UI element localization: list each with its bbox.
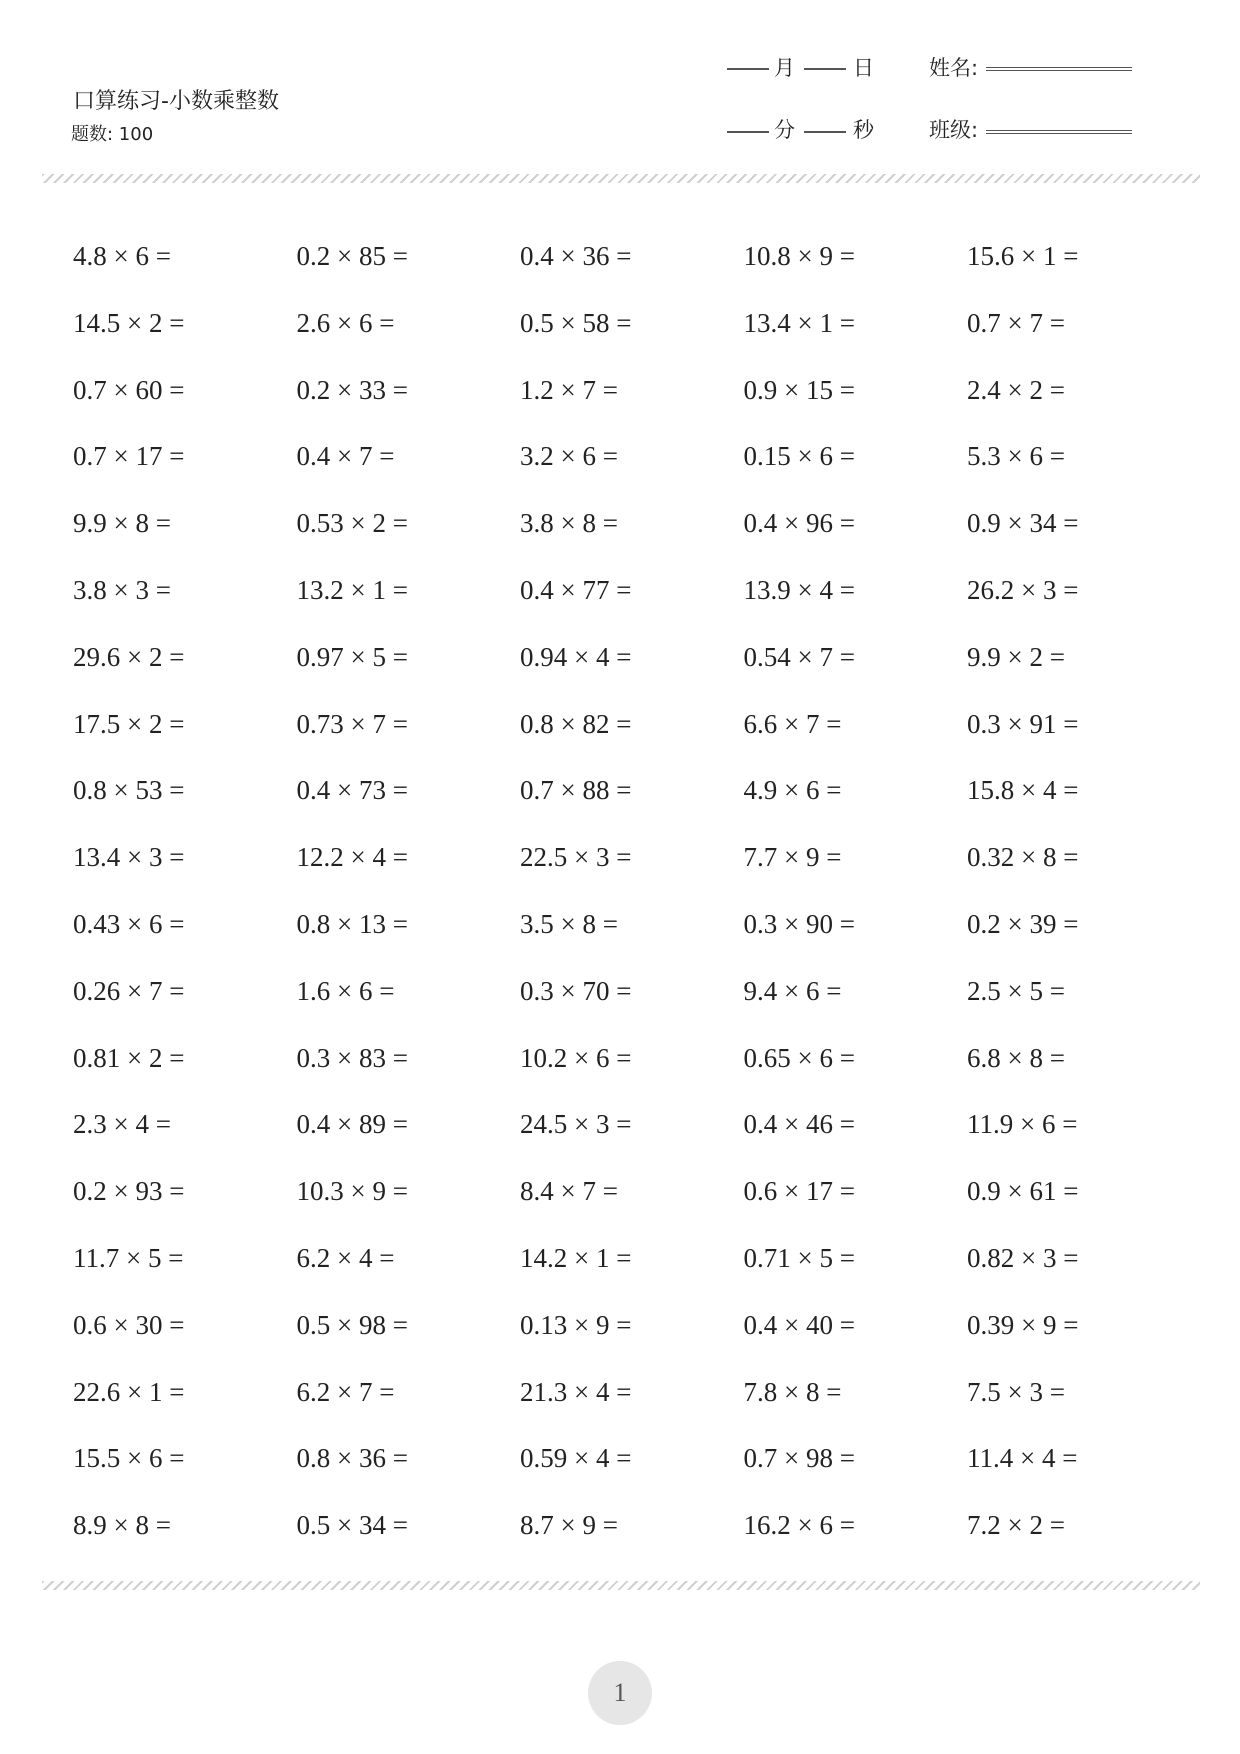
problem-item: 12.2 × 4 =	[296, 842, 408, 873]
problem-row	[73, 1501, 1191, 1568]
second-label: 秒	[853, 118, 874, 142]
problem-item: 15.5 × 6 =	[73, 1443, 185, 1474]
problem-item: 0.9 × 15 =	[743, 374, 855, 405]
problem-item: 7.8 × 8 =	[743, 1376, 842, 1407]
problem-item: 0.7 × 88 =	[520, 775, 632, 806]
problem-item: 7.5 × 3 =	[967, 1376, 1065, 1407]
problem-item: 11.9 × 6 =	[967, 1109, 1078, 1140]
problem-item: 7.7 × 9 =	[743, 842, 842, 873]
minute-label: 分	[774, 118, 795, 142]
problem-row	[73, 700, 1191, 767]
problem-item: 10.8 × 9 =	[743, 241, 855, 271]
problem-item: 0.5 × 98 =	[296, 1309, 408, 1340]
problem-item: 14.5 × 2 =	[73, 307, 185, 338]
problem-item: 15.8 × 4 =	[967, 775, 1079, 806]
problem-item: 0.39 × 9 =	[967, 1309, 1079, 1340]
problem-item: 0.73 × 7 =	[296, 708, 408, 739]
problem-item: 11.7 × 5 =	[73, 1242, 184, 1273]
problem-item: 2.3 × 4 =	[73, 1109, 171, 1140]
problem-item: 0.81 × 2 =	[73, 1042, 185, 1073]
problem-row	[73, 366, 1191, 433]
problem-item: 0.9 × 61 =	[967, 1176, 1079, 1207]
problem-item: 0.94 × 4 =	[520, 641, 632, 672]
problem-item: 0.8 × 36 =	[296, 1443, 408, 1474]
problem-item: 8.4 × 7 =	[520, 1176, 618, 1207]
second-blank[interactable]	[804, 131, 846, 133]
problem-item: 22.6 × 1 =	[73, 1376, 185, 1407]
problem-item: 0.7 × 7 =	[967, 307, 1065, 338]
problem-row	[73, 1234, 1191, 1301]
problem-item: 29.6 × 2 =	[73, 641, 185, 672]
problem-item: 0.59 × 4 =	[520, 1443, 632, 1474]
problem-item: 13.2 × 1 =	[296, 574, 408, 605]
problem-item: 0.4 × 36 =	[520, 241, 632, 271]
problem-item: 0.71 × 5 =	[743, 1242, 855, 1273]
top-divider	[42, 174, 1200, 183]
name-blank[interactable]	[986, 67, 1132, 71]
problem-item: 0.4 × 46 =	[743, 1109, 855, 1140]
problem-row	[73, 566, 1191, 633]
problem-item: 0.53 × 2 =	[296, 508, 408, 539]
problem-row	[73, 1100, 1191, 1167]
bottom-divider	[42, 1581, 1200, 1590]
problem-item: 6.8 × 8 =	[967, 1042, 1065, 1073]
problem-item: 3.2 × 6 =	[520, 441, 618, 472]
problem-item: 0.8 × 53 =	[73, 775, 185, 806]
problem-item: 1.6 × 6 =	[296, 975, 395, 1006]
problem-item: 2.4 × 2 =	[967, 374, 1065, 405]
problem-item: 0.9 × 34 =	[967, 508, 1079, 539]
problem-item: 6.2 × 4 =	[296, 1242, 395, 1273]
problem-item: 2.5 × 5 =	[967, 975, 1065, 1006]
problem-item: 0.54 × 7 =	[743, 641, 855, 672]
month-blank[interactable]	[727, 68, 769, 70]
problem-item: 0.13 × 9 =	[520, 1309, 632, 1340]
problem-row	[73, 633, 1191, 700]
problem-count: 题数: 100	[71, 124, 154, 145]
problem-item: 8.9 × 8 =	[73, 1510, 171, 1541]
problem-item: 0.3 × 91 =	[967, 708, 1079, 739]
problem-item: 13.4 × 3 =	[73, 842, 185, 873]
problem-item: 22.5 × 3 =	[520, 842, 632, 873]
problem-item: 3.8 × 3 =	[73, 574, 171, 605]
problem-item: 13.9 × 4 =	[743, 574, 855, 605]
problem-item: 3.8 × 8 =	[520, 508, 618, 539]
problem-row	[73, 1034, 1191, 1101]
problem-item: 9.9 × 8 =	[73, 508, 171, 539]
problem-item: 9.4 × 6 =	[743, 975, 842, 1006]
problem-item: 7.2 × 2 =	[967, 1510, 1065, 1541]
problem-row	[73, 1434, 1191, 1501]
problem-item: 0.4 × 89 =	[296, 1109, 408, 1140]
problem-item: 13.4 × 1 =	[743, 307, 855, 338]
problem-item: 10.3 × 9 =	[296, 1176, 408, 1207]
problem-item: 0.4 × 73 =	[296, 775, 408, 806]
problem-row	[73, 432, 1191, 499]
problem-item: 0.2 × 85 =	[296, 241, 408, 271]
problem-item: 3.5 × 8 =	[520, 908, 618, 939]
problem-item: 9.9 × 2 =	[967, 641, 1065, 672]
problem-item: 0.4 × 77 =	[520, 574, 632, 605]
problem-item: 0.5 × 34 =	[296, 1510, 408, 1541]
worksheet-title: 口算练习-小数乘整数	[73, 89, 279, 114]
problem-item: 0.5 × 58 =	[520, 307, 632, 338]
problem-item: 15.6 × 1 =	[967, 241, 1079, 271]
problem-item: 8.7 × 9 =	[520, 1510, 618, 1541]
minute-blank[interactable]	[727, 131, 769, 133]
problem-row	[73, 299, 1191, 366]
name-label: 姓名:	[929, 56, 979, 80]
problem-item: 0.6 × 30 =	[73, 1309, 185, 1340]
problem-item: 11.4 × 4 =	[967, 1443, 1078, 1474]
problem-item: 0.15 × 6 =	[743, 441, 855, 472]
problem-row	[73, 1167, 1191, 1234]
problem-item: 0.2 × 93 =	[73, 1176, 185, 1207]
problem-item: 21.3 × 4 =	[520, 1376, 632, 1407]
problem-item: 14.2 × 1 =	[520, 1242, 632, 1273]
problem-item: 17.5 × 2 =	[73, 708, 185, 739]
problem-row	[73, 1368, 1191, 1435]
problem-item: 1.2 × 7 =	[520, 374, 618, 405]
problem-item: 4.8 × 6 =	[73, 241, 171, 271]
problem-row	[73, 833, 1191, 900]
problem-item: 0.7 × 60 =	[73, 374, 185, 405]
problem-item: 0.8 × 13 =	[296, 908, 408, 939]
class-label: 班级:	[929, 118, 979, 142]
problem-item: 0.7 × 98 =	[743, 1443, 855, 1474]
problem-item: 16.2 × 6 =	[743, 1510, 855, 1541]
problem-item: 2.6 × 6 =	[296, 307, 395, 338]
problem-row	[73, 232, 1191, 299]
month-label: 月	[774, 56, 795, 80]
problem-item: 0.3 × 90 =	[743, 908, 855, 939]
problem-row	[73, 766, 1191, 833]
problem-item: 4.9 × 6 =	[743, 775, 842, 806]
problem-item: 26.2 × 3 =	[967, 574, 1079, 605]
problem-item: 0.4 × 96 =	[743, 508, 855, 539]
problem-item: 6.6 × 7 =	[743, 708, 842, 739]
problem-item: 0.8 × 82 =	[520, 708, 632, 739]
problem-item: 0.97 × 5 =	[296, 641, 408, 672]
day-blank[interactable]	[804, 68, 846, 70]
problem-item: 0.3 × 83 =	[296, 1042, 408, 1073]
problem-item: 0.4 × 7 =	[296, 441, 395, 472]
problem-item: 0.26 × 7 =	[73, 975, 185, 1006]
class-blank[interactable]	[986, 130, 1132, 134]
problem-row	[73, 499, 1191, 566]
problem-row	[73, 1301, 1191, 1368]
problem-item: 24.5 × 3 =	[520, 1109, 632, 1140]
problem-item: 0.2 × 39 =	[967, 908, 1079, 939]
problem-item: 6.2 × 7 =	[296, 1376, 395, 1407]
problem-item: 10.2 × 6 =	[520, 1042, 632, 1073]
problem-item: 0.2 × 33 =	[296, 374, 408, 405]
problem-item: 0.4 × 40 =	[743, 1309, 855, 1340]
problem-item: 0.43 × 6 =	[73, 908, 185, 939]
day-label: 日	[853, 56, 874, 80]
problem-item: 0.7 × 17 =	[73, 441, 185, 472]
problem-item: 0.3 × 70 =	[520, 975, 632, 1006]
problem-grid	[73, 232, 1191, 1568]
problem-item: 0.65 × 6 =	[743, 1042, 855, 1073]
problem-item: 0.6 × 17 =	[743, 1176, 855, 1207]
problem-item: 0.32 × 8 =	[967, 842, 1079, 873]
problem-row	[73, 900, 1191, 967]
page-number: 1	[588, 1661, 652, 1725]
problem-item: 0.82 × 3 =	[967, 1242, 1079, 1273]
problem-row	[73, 967, 1191, 1034]
problem-item: 5.3 × 6 =	[967, 441, 1065, 472]
